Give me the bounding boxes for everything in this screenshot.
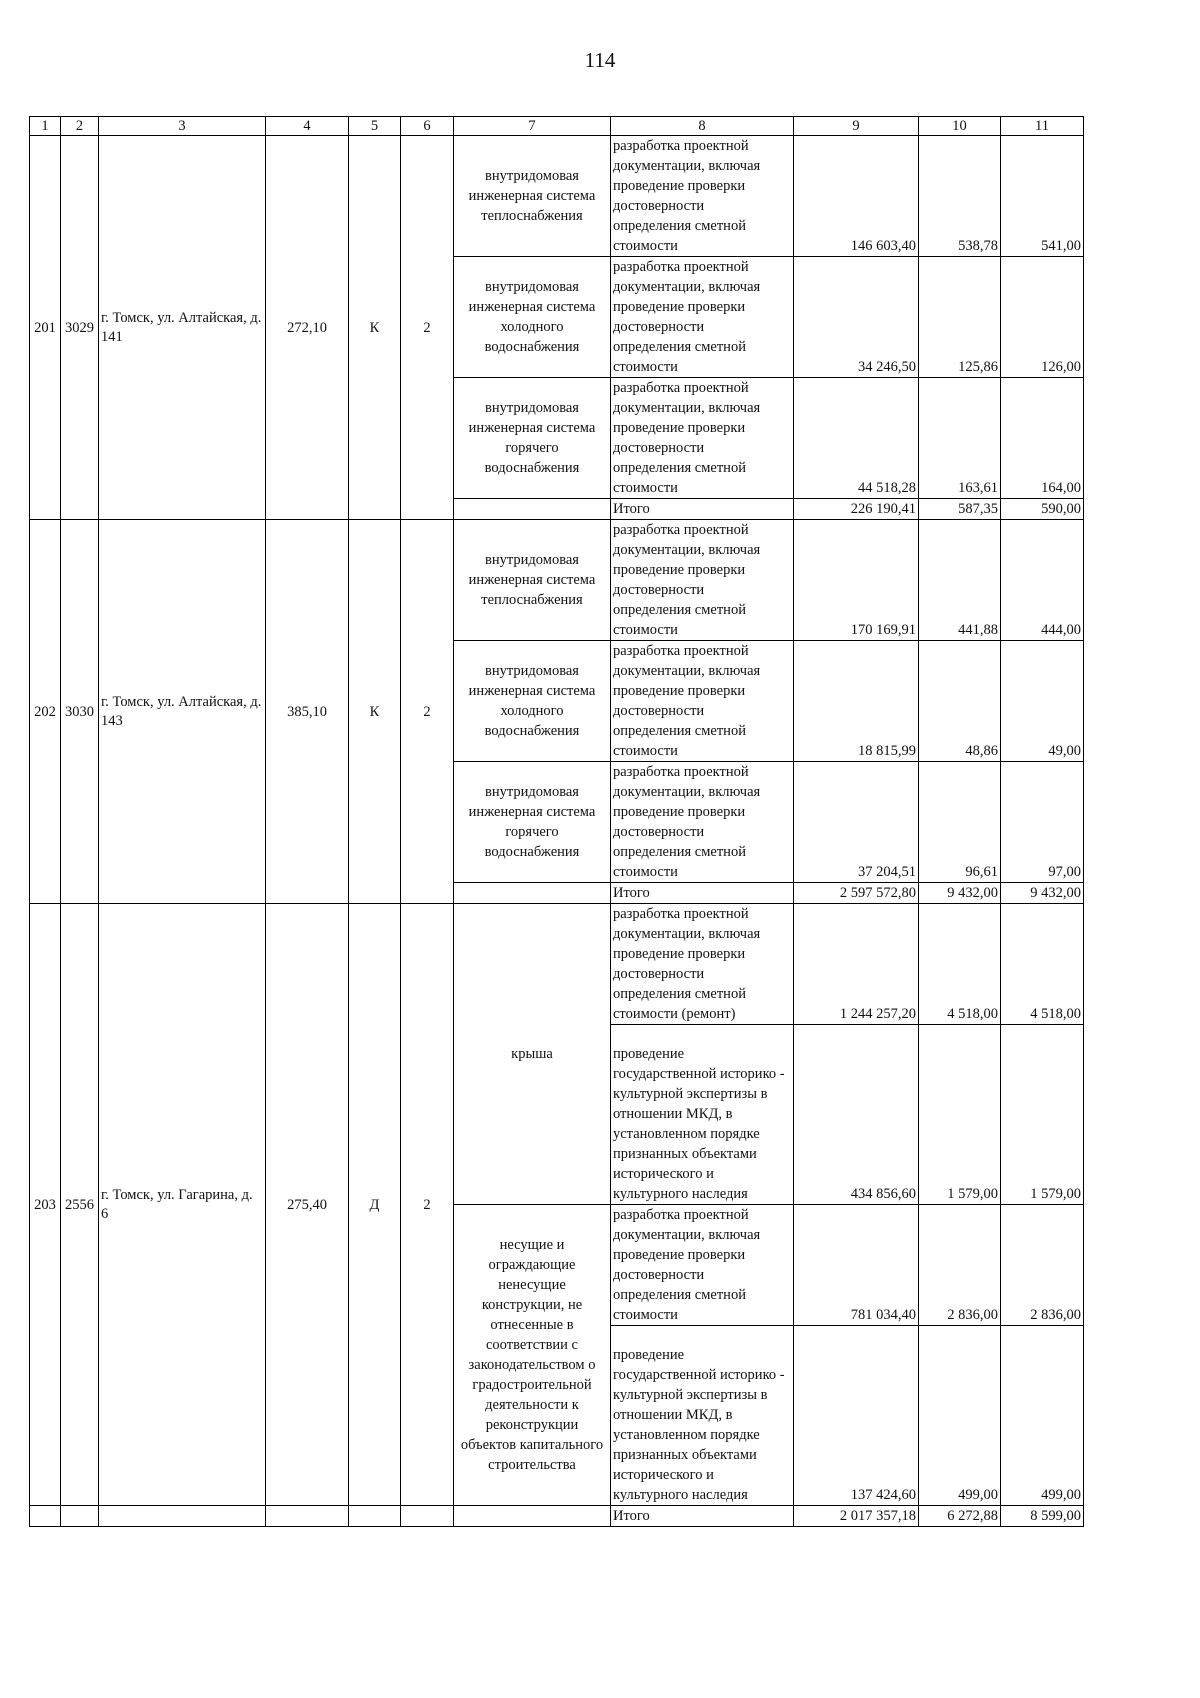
- col-header: 9: [794, 117, 919, 136]
- work-line: достоверности: [613, 966, 705, 982]
- col-header: 10: [919, 117, 1001, 136]
- table-row: [30, 136, 1084, 257]
- system-cell: [454, 136, 611, 257]
- work-line: документации, включая: [613, 926, 761, 942]
- system-line: инженерная система: [468, 804, 596, 820]
- system-line: водоснабжения: [484, 460, 580, 476]
- limit-cell: 444,00: [1001, 520, 1084, 641]
- limit-cell: 2 836,00: [1001, 1205, 1084, 1326]
- work-line: признанных объектами: [613, 1447, 757, 1463]
- work-cell: [611, 1025, 794, 1205]
- system-line: реконструкции: [485, 1417, 579, 1433]
- system-line: несущие и: [499, 1237, 565, 1253]
- work-line: документации, включая: [613, 663, 761, 679]
- per-sqm-cell: 163,61: [919, 378, 1001, 499]
- work-line: определения сметной: [613, 460, 746, 476]
- work-line: разработка проектной: [613, 906, 749, 922]
- work-cell: [611, 904, 794, 1025]
- work-line: проведение проверки: [613, 420, 746, 436]
- cost-cell: 2 597 572,80: [794, 883, 919, 904]
- work-line: проведение проверки: [613, 178, 746, 194]
- cost-cell: 226 190,41: [794, 499, 919, 520]
- row-number: 201: [30, 136, 61, 520]
- work-line: достоверности: [613, 319, 705, 335]
- limit-cell: 590,00: [1001, 499, 1084, 520]
- continuation-cell: [349, 1506, 401, 1527]
- system-cell: [454, 378, 611, 499]
- house-type: Д: [349, 904, 401, 1506]
- system-line: внутридомовая: [485, 279, 579, 295]
- col-header: 11: [1001, 117, 1084, 136]
- cost-cell: 44 518,28: [794, 378, 919, 499]
- work-line: культурного наследия: [613, 1487, 748, 1503]
- work-cell: [611, 1205, 794, 1326]
- work-line: стоимости: [613, 480, 678, 496]
- house-code: 3029: [61, 136, 99, 520]
- per-sqm-cell: 4 518,00: [919, 904, 1001, 1025]
- work-line: проведение: [613, 1347, 685, 1363]
- work-line: определения сметной: [613, 723, 746, 739]
- work-line: отношении МКД, в: [613, 1106, 733, 1122]
- work-line: документации, включая: [613, 158, 761, 174]
- col-header: 4: [266, 117, 349, 136]
- work-line: установленном порядке: [613, 1126, 760, 1142]
- limit-cell: 8 599,00: [1001, 1506, 1084, 1527]
- system-line: горячего: [505, 824, 559, 840]
- work-cell: [611, 762, 794, 883]
- per-sqm-cell: 1 579,00: [919, 1025, 1001, 1205]
- cost-cell: 170 169,91: [794, 520, 919, 641]
- work-line: достоверности: [613, 824, 705, 840]
- per-sqm-cell: 587,35: [919, 499, 1001, 520]
- repair-table: [29, 116, 1084, 1527]
- work-line: проведение проверки: [613, 562, 746, 578]
- system-line: законодательством о: [468, 1357, 596, 1373]
- floors: 2: [401, 520, 454, 904]
- work-line: разработка проектной: [613, 522, 749, 538]
- system-line: внутридомовая: [485, 663, 579, 679]
- limit-cell: 4 518,00: [1001, 904, 1084, 1025]
- area: 272,10: [266, 136, 349, 520]
- table-row: [30, 904, 1084, 1025]
- system-line: ненесущие: [498, 1277, 566, 1293]
- work-line: государственной историко -: [613, 1066, 785, 1082]
- address: г. Томск, ул. Гагарина, д. 6: [99, 904, 266, 1506]
- per-sqm-cell: 96,61: [919, 762, 1001, 883]
- work-line: стоимости: [613, 1307, 678, 1323]
- system-line: конструкции, не: [481, 1297, 583, 1313]
- page-number: 114: [584, 48, 616, 72]
- system-line: внутридомовая: [485, 784, 579, 800]
- limit-cell: 164,00: [1001, 378, 1084, 499]
- system-line: водоснабжения: [484, 844, 580, 860]
- col-header: 2: [61, 117, 99, 136]
- work-line: исторического и: [613, 1166, 714, 1182]
- continuation-cell: [99, 1506, 266, 1527]
- cost-cell: 18 815,99: [794, 641, 919, 762]
- system-line: инженерная система: [468, 572, 596, 588]
- work-line: признанных объектами: [613, 1146, 757, 1162]
- system-cell: [454, 520, 611, 641]
- work-line: культурной экспертизы в: [613, 1387, 768, 1403]
- work-line: разработка проектной: [613, 259, 749, 275]
- work-line: культурной экспертизы в: [613, 1086, 768, 1102]
- work-line: разработка проектной: [613, 1207, 749, 1223]
- system-line: внутридомовая: [485, 400, 579, 416]
- system-line: инженерная система: [468, 299, 596, 315]
- system-line: внутридомовая: [485, 168, 579, 184]
- system-line: отнесенные в: [490, 1317, 574, 1333]
- work-cell: [611, 378, 794, 499]
- system-line: водоснабжения: [484, 339, 580, 355]
- col-header: 3: [99, 117, 266, 136]
- house-type: К: [349, 520, 401, 904]
- work-line: достоверности: [613, 582, 705, 598]
- system-line: теплоснабжения: [481, 592, 583, 608]
- work-cell: [611, 641, 794, 762]
- per-sqm-cell: 6 272,88: [919, 1506, 1001, 1527]
- system-cell: [454, 257, 611, 378]
- work-cell: [611, 520, 794, 641]
- area: 385,10: [266, 520, 349, 904]
- per-sqm-cell: 125,86: [919, 257, 1001, 378]
- work-line: достоверности: [613, 440, 705, 456]
- work-line: отношении МКД, в: [613, 1407, 733, 1423]
- house-type: К: [349, 136, 401, 520]
- work-line: достоверности: [613, 703, 705, 719]
- total-label: Итого: [611, 1506, 794, 1527]
- system-line: объектов капитального: [460, 1437, 604, 1453]
- work-line: документации, включая: [613, 542, 761, 558]
- work-line: проведение проверки: [613, 1247, 746, 1263]
- limit-cell: 1 579,00: [1001, 1025, 1084, 1205]
- address: г. Томск, ул. Алтайская, д. 143: [99, 520, 266, 904]
- work-line: разработка проектной: [613, 764, 749, 780]
- house-code: 3030: [61, 520, 99, 904]
- per-sqm-cell: 538,78: [919, 136, 1001, 257]
- system-line: соответствии с: [486, 1337, 578, 1353]
- cost-cell: 37 204,51: [794, 762, 919, 883]
- system-cell: [454, 762, 611, 883]
- work-line: стоимости: [613, 238, 678, 254]
- table-row: [30, 520, 1084, 641]
- row-number: 202: [30, 520, 61, 904]
- cost-cell: 146 603,40: [794, 136, 919, 257]
- floors: 2: [401, 136, 454, 520]
- limit-cell: 126,00: [1001, 257, 1084, 378]
- cost-cell: 781 034,40: [794, 1205, 919, 1326]
- total-blank: [454, 499, 611, 520]
- total-blank: [454, 1506, 611, 1527]
- work-cell: [611, 1326, 794, 1506]
- work-line: стоимости: [613, 743, 678, 759]
- per-sqm-cell: 441,88: [919, 520, 1001, 641]
- floors: 2: [401, 904, 454, 1506]
- cost-cell: 137 424,60: [794, 1326, 919, 1506]
- system-cell: [454, 1205, 611, 1506]
- total-blank: [454, 883, 611, 904]
- work-cell: [611, 136, 794, 257]
- col-header: 6: [401, 117, 454, 136]
- work-line: определения сметной: [613, 218, 746, 234]
- work-line: документации, включая: [613, 784, 761, 800]
- per-sqm-cell: 499,00: [919, 1326, 1001, 1506]
- system-line: инженерная система: [468, 188, 596, 204]
- system-line: инженерная система: [468, 683, 596, 699]
- work-line: разработка проектной: [613, 643, 749, 659]
- work-line: документации, включая: [613, 1227, 761, 1243]
- work-line: культурного наследия: [613, 1186, 748, 1202]
- work-line: документации, включая: [613, 279, 761, 295]
- work-line: проведение проверки: [613, 804, 746, 820]
- work-cell: [611, 257, 794, 378]
- per-sqm-cell: 48,86: [919, 641, 1001, 762]
- cost-cell: 434 856,60: [794, 1025, 919, 1205]
- continuation-cell: [30, 1506, 61, 1527]
- work-line: государственной историко -: [613, 1367, 785, 1383]
- col-header: 5: [349, 117, 401, 136]
- work-line: стоимости: [613, 622, 678, 638]
- work-line: проведение проверки: [613, 683, 746, 699]
- row-number: 203: [30, 904, 61, 1506]
- system-cell: [454, 641, 611, 762]
- work-line: установленном порядке: [613, 1427, 760, 1443]
- work-line: достоверности: [613, 198, 705, 214]
- system-line: холодного: [500, 703, 564, 719]
- work-line: исторического и: [613, 1467, 714, 1483]
- system-line: ограждающие: [488, 1257, 576, 1273]
- col-header: 1: [30, 117, 61, 136]
- limit-cell: 541,00: [1001, 136, 1084, 257]
- work-line: проведение проверки: [613, 946, 746, 962]
- limit-cell: 9 432,00: [1001, 883, 1084, 904]
- continuation-cell: [401, 1506, 454, 1527]
- work-line: достоверности: [613, 1267, 705, 1283]
- system-line: холодного: [500, 319, 564, 335]
- cost-cell: 34 246,50: [794, 257, 919, 378]
- system-line: строительства: [488, 1457, 576, 1473]
- limit-cell: 49,00: [1001, 641, 1084, 762]
- total-label: Итого: [611, 883, 794, 904]
- work-line: стоимости (ремонт): [613, 1006, 736, 1022]
- area: 275,40: [266, 904, 349, 1506]
- total-row: [30, 1506, 1084, 1527]
- total-label: Итого: [611, 499, 794, 520]
- per-sqm-cell: 2 836,00: [919, 1205, 1001, 1326]
- system-line: внутридомовая: [485, 552, 579, 568]
- limit-cell: 499,00: [1001, 1326, 1084, 1506]
- address: г. Томск, ул. Алтайская, д. 141: [99, 136, 266, 520]
- work-line: документации, включая: [613, 400, 761, 416]
- continuation-cell: [266, 1506, 349, 1527]
- system-line: теплоснабжения: [481, 208, 583, 224]
- house-code: 2556: [61, 904, 99, 1506]
- col-header: 8: [611, 117, 794, 136]
- cost-cell: 1 244 257,20: [794, 904, 919, 1025]
- col-header: 7: [454, 117, 611, 136]
- work-line: разработка проектной: [613, 380, 749, 396]
- cost-cell: 2 017 357,18: [794, 1506, 919, 1527]
- work-line: проведение: [613, 1046, 685, 1062]
- header-row: [30, 117, 1084, 136]
- system-line: градостроительной: [472, 1377, 592, 1393]
- work-line: определения сметной: [613, 1287, 746, 1303]
- work-line: определения сметной: [613, 986, 746, 1002]
- continuation-cell: [61, 1506, 99, 1527]
- system-line: деятельности к: [485, 1397, 579, 1413]
- system-line: горячего: [505, 440, 559, 456]
- work-line: определения сметной: [613, 844, 746, 860]
- work-line: стоимости: [613, 864, 678, 880]
- work-line: проведение проверки: [613, 299, 746, 315]
- work-line: определения сметной: [613, 339, 746, 355]
- per-sqm-cell: 9 432,00: [919, 883, 1001, 904]
- work-line: разработка проектной: [613, 138, 749, 154]
- limit-cell: 97,00: [1001, 762, 1084, 883]
- system-cell: крыша: [454, 904, 611, 1205]
- system-line: водоснабжения: [484, 723, 580, 739]
- work-line: определения сметной: [613, 602, 746, 618]
- system-line: инженерная система: [468, 420, 596, 436]
- work-line: стоимости: [613, 359, 678, 375]
